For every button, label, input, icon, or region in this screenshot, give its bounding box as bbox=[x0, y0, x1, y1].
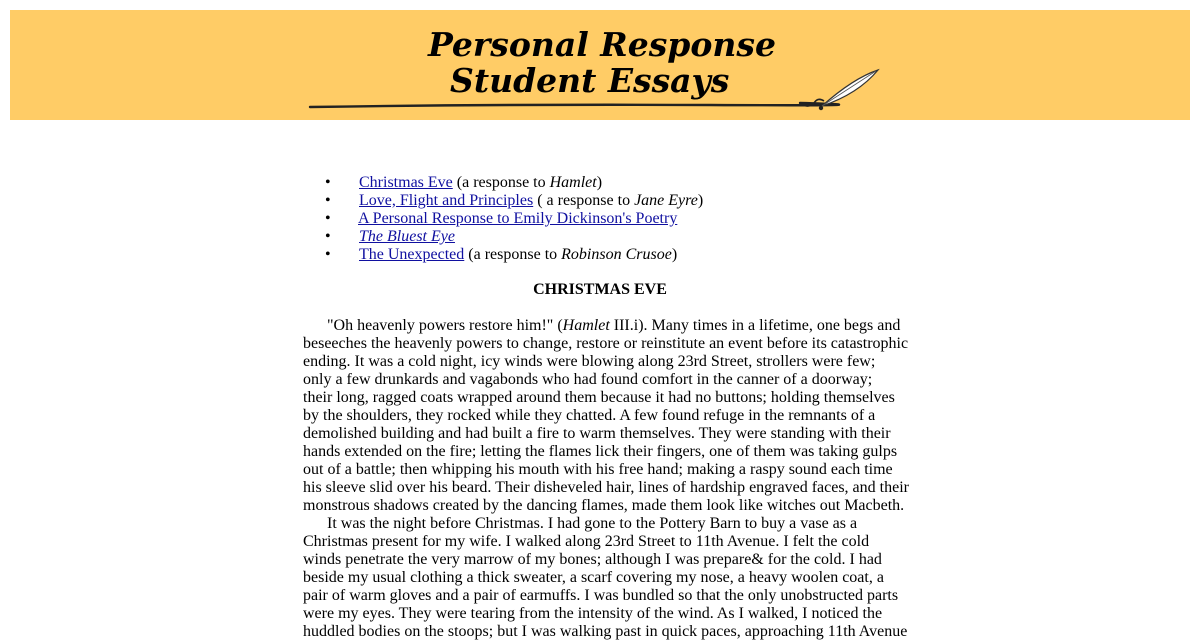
response-note-suffix: ) bbox=[671, 246, 678, 263]
essay-link-bluest-eye-label: The Bluest Eye bbox=[359, 228, 455, 245]
essay-link-emily-dickinson[interactable]: A Personal Response to Emily Dickinson's Poetry bbox=[358, 210, 678, 227]
paragraph-line: beseeches the heavenly powers to change, restore or reinstitute an event before its catastrophic bbox=[303, 335, 909, 352]
paragraph-line: Christmas present for my wife. I walked along 23rd Street to 11th Avenue. I felt the cold bbox=[303, 533, 870, 550]
work-title: Hamlet bbox=[549, 174, 597, 191]
paragraph-line: his sleeve slid over his beard. Their disheveled hair, lines of hardship engraved faces, and their bbox=[303, 479, 909, 496]
response-note-prefix: ( a response to bbox=[533, 192, 635, 209]
work-title: Robinson Crusoe bbox=[561, 246, 672, 263]
essay-link-christmas-eve[interactable]: Christmas Eve bbox=[359, 174, 453, 191]
essay-list-item bbox=[303, 210, 903, 228]
text-span: "Oh heavenly powers restore him!" ( bbox=[327, 317, 563, 334]
text-span: III.i). Many times in a lifetime, one begs and bbox=[609, 317, 901, 334]
paragraph-line: winds penetrate the very marrow of my bones; although I was prepare& for the cold. I had bbox=[303, 551, 882, 568]
essay-link-the-unexpected[interactable]: The Unexpected bbox=[359, 246, 465, 263]
header-banner bbox=[10, 10, 1190, 120]
paragraph-line: their long, ragged coats wrapped around them because it had no buttons; holding themselves bbox=[303, 389, 895, 406]
paragraph-line: beside my usual clothing a thick sweater, a scarf covering my nose, a heavy woolen coat, a bbox=[303, 569, 884, 586]
paragraph-line: monstrous shadows created by the dancing flames, made them look like witches out Macbeth. bbox=[303, 497, 905, 514]
response-note-suffix: ) bbox=[596, 174, 603, 191]
bullet-icon: • bbox=[325, 174, 331, 191]
work-title: Jane Eyre bbox=[634, 192, 698, 209]
bullet-icon: • bbox=[325, 192, 331, 209]
essay-heading: CHRISTMAS EVE bbox=[533, 281, 667, 298]
bullet-icon: • bbox=[325, 246, 331, 263]
response-note-prefix: (a response to bbox=[464, 246, 562, 263]
banner-title-line1: Personal Response bbox=[428, 25, 776, 64]
essay-list-item bbox=[303, 192, 903, 210]
paragraph-line: only a few drunkards and vagabonds who had found comfort in the canner of a doorway; bbox=[303, 371, 873, 388]
essay-body bbox=[303, 317, 909, 641]
banner-underline bbox=[310, 103, 839, 107]
essay-link-bluest-eye[interactable] bbox=[359, 228, 455, 245]
paragraph-line: by the shoulders, they rocked while they chatted. A few found refuge in the remnants of a bbox=[303, 407, 876, 424]
work-title: Hamlet bbox=[562, 317, 610, 334]
paragraph-line: demolished building and had built a fire to warm themselves. They were standing with their bbox=[303, 425, 891, 442]
response-note-suffix: ) bbox=[697, 192, 704, 209]
response-note-prefix: (a response to bbox=[452, 174, 550, 191]
paragraph-line: were my eyes. They were tearing from the intensity of the wind. As I walked, I noticed the bbox=[303, 605, 883, 622]
essay-link-love-flight-principles[interactable]: Love, Flight and Principles bbox=[359, 192, 534, 209]
essay-list bbox=[303, 174, 903, 264]
bullet-icon: • bbox=[325, 228, 331, 245]
essay-list-item bbox=[303, 246, 903, 264]
banner-title-line2: Student Essays bbox=[450, 61, 730, 100]
paragraph-line: pair of warm gloves and a pair of earmuffs. I was bundled so that the only unobstructed parts bbox=[303, 587, 899, 604]
essay-list-item bbox=[303, 174, 903, 192]
essay-list-item bbox=[303, 228, 903, 246]
paragraph-line: huddled bodies on the stoops; but I was walking past in quick paces, approaching 11th Avenue bbox=[303, 623, 908, 640]
banner-artwork bbox=[10, 10, 1190, 120]
paragraph-2-first-line: It was the night before Christmas. I had gone to the Pottery Barn to buy a vase as a bbox=[327, 515, 858, 532]
paragraph-line: ending. It was a cold night, icy winds were blowing along 23rd Street, strollers were few; bbox=[303, 353, 876, 370]
paragraph-1-first-line bbox=[303, 317, 903, 335]
paragraph-line: out of a battle; then whipping his mouth with his free hand; making a raspy sound each time bbox=[303, 461, 893, 478]
bullet-icon: • bbox=[325, 210, 331, 227]
paragraph-line: hands extended on the fire; letting the flames lick their fingers, one of them was taking gulps bbox=[303, 443, 898, 460]
